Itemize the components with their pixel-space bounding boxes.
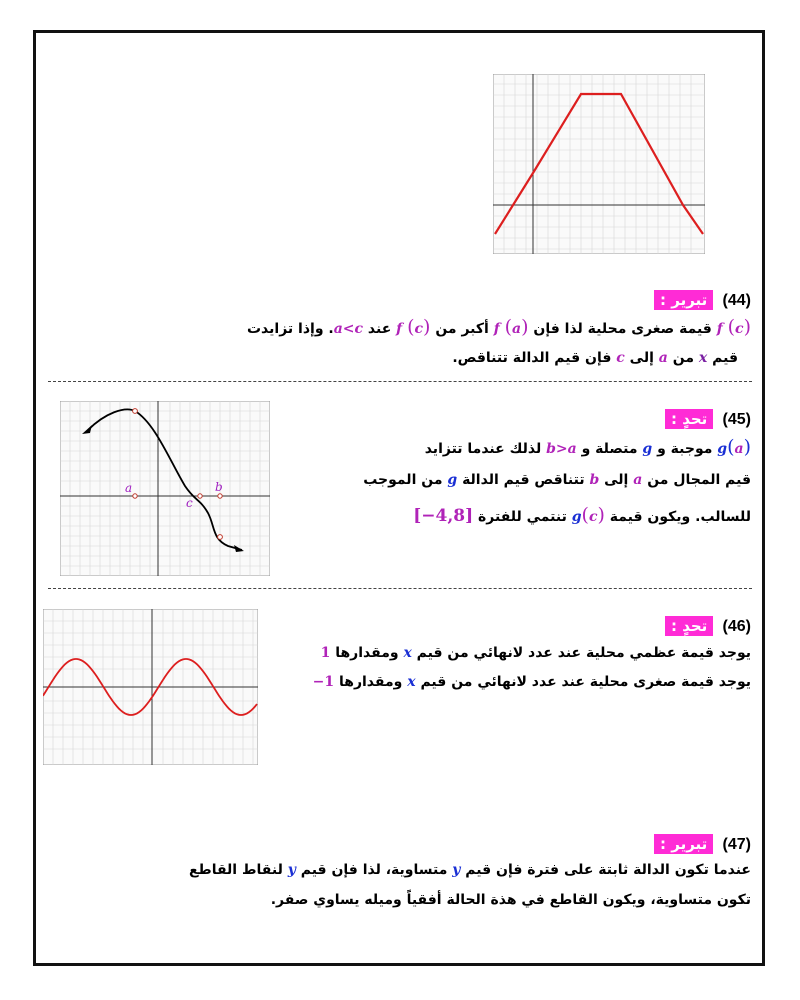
q47-line-2: تكون متساوية، ويكون القاطع في هذة الحالة أفقياً وميله يساوي صفر. xyxy=(270,892,751,908)
q46-tag: تحدٍ : xyxy=(665,616,713,636)
q46-header xyxy=(665,616,751,636)
sine-wave-graph xyxy=(43,609,258,765)
q45-tag: تحدٍ : xyxy=(665,409,713,429)
divider-2 xyxy=(48,588,752,589)
q47-header xyxy=(654,834,751,854)
decreasing-curve-graph xyxy=(60,401,270,576)
label-b: b xyxy=(215,480,223,494)
q45-number: (45) xyxy=(722,411,751,428)
trapezoid-graph xyxy=(493,74,705,254)
q44-tag: تبرير : xyxy=(654,290,713,310)
q44-line-2: قيم x من a إلى c فإن قيم الدالة تتناقص. xyxy=(452,350,738,366)
q47-line-1: عندما تكون الدالة ثابتة على فترة فإن قيم y متساوية، لذا فإن قيم y لنقاط القاطع xyxy=(188,862,751,878)
q45-line-3: للسالب. ويكون قيمة g(c) تنتمي للفترة [−4,8] xyxy=(413,504,751,526)
q44-line-1: f (c) قيمة صغرى محلية لذا فإن f (a) أكبر من f (c) عند a<c. وإذا تزايدت xyxy=(246,316,751,338)
q47-number: (47) xyxy=(722,836,751,853)
q44-number: (44) xyxy=(722,292,751,309)
q46-number: (46) xyxy=(722,618,751,635)
label-a: a xyxy=(125,481,133,495)
label-c: c xyxy=(186,496,193,510)
q46-line-1: يوجد قيمة عظمي محلية عند عدد لانهائي من قيم x ومقدارها 1 xyxy=(320,645,751,661)
q45-header xyxy=(665,409,751,429)
divider-1 xyxy=(48,381,752,382)
q45-line-1: (a)g موجبة و g متصلة و b>a لذلك عندما تتزايد xyxy=(424,436,751,458)
q47-tag: تبرير : xyxy=(654,834,713,854)
q44-header xyxy=(654,290,751,310)
q45-line-2: قيم المجال من a إلى b تتناقص قيم الدالة g من الموجب xyxy=(363,472,751,488)
interval: [−4,8] xyxy=(413,506,474,526)
q46-line-2: يوجد قيمة صغرى محلية عند عدد لانهائي من قيم x ومقدارها 1− xyxy=(312,674,751,690)
